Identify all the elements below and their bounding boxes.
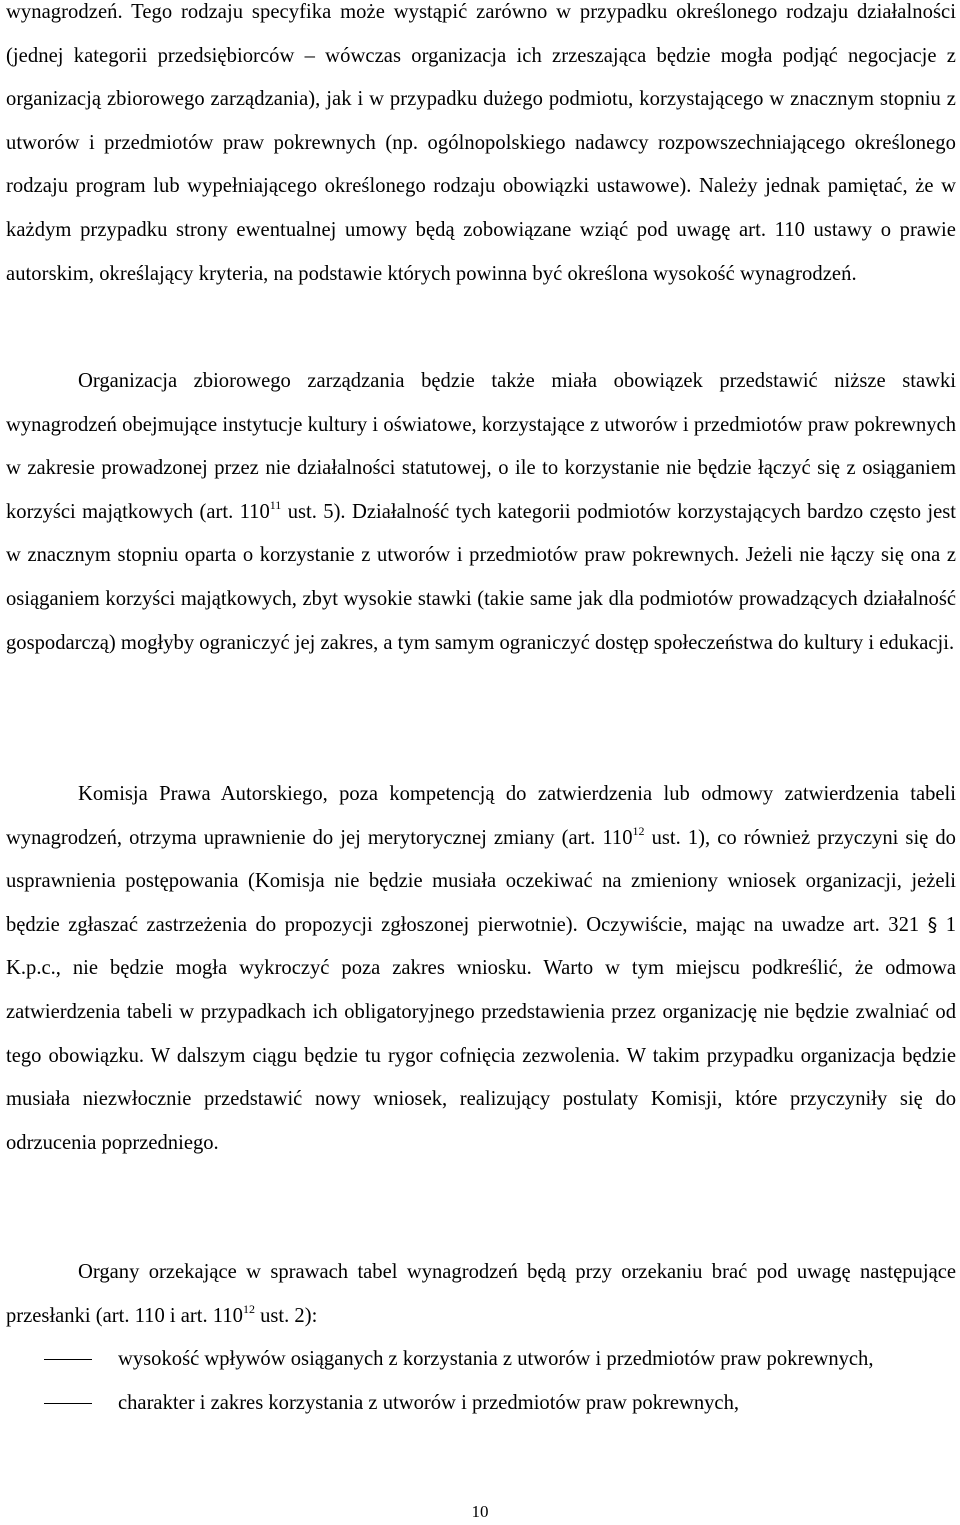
paragraph-3	[6, 773, 956, 1165]
list-item	[6, 1382, 956, 1426]
superscript-11: 11	[269, 497, 282, 512]
paragraph-4-text-b: ust. 2):	[254, 1304, 318, 1327]
section-sign: §	[927, 913, 938, 936]
dash-bullet	[44, 1403, 92, 1404]
paragraph-1: wynagrodzeń. Tego rodzaju specyfika może wystąpić zarówno w przypadku określonego rodzaju działalności (jednej kategorii przedsiębiorców – wówczas organizacja ich zrzeszająca będzie mogła podjąć negocjacje z organizacją zbiorowego zarządzania), jak i w przypadku dużego podmiotu, korzystającego w znacznym stopniu z utworów i przedmiotów praw pokrewnych (np. ogólnopolskiego nadawcy rozpowszechniającego określonego rodzaju program lub wypełniającego określonego rodzaju obowiązki ustawowe). Należy jednak pamiętać, że w każdym przypadku strony ewentualnej umowy będą zobowiązane wziąć pod uwagę art. 110 ustawy o prawie autorskim, określający kryteria, na podstawie których powinna być określona wysokość wynagrodzeń.	[6, 1, 956, 285]
list-item-text: charakter i zakres korzystania z utworów i przedmiotów praw pokrewnych,	[118, 1391, 740, 1414]
paragraph-2	[6, 360, 956, 665]
superscript-12: 12	[632, 823, 645, 838]
criteria-list	[6, 1338, 956, 1425]
paragraph-2-text-b: ust. 5). Działalność tych kategorii podmiotów korzystających bardzo często jest w znacznym stopniu oparta o korzystanie z utworów i przedmiotów praw pokrewnych. Jeżeli nie łączy się ona z osiąganiem korzyści majątkowych, zbyt wysokie stawki (takie same jak dla podmiotów prowadzących działalność gospodarczą) mogłyby ograniczyć jej zakres, a tym samym ograniczyć dostęp społeczeństwa do kultury i edukacji.	[6, 500, 956, 654]
page-number: 10	[471, 1502, 489, 1521]
paragraph-4-text-a: Organy orzekające w sprawach tabel wynagrodzeń będą przy orzekaniu brać pod uwagę następujące przesłanki (art. 110 i art. 110	[6, 1261, 956, 1327]
paragraph-3-text-c: 1 K.p.c., nie będzie mogła wykroczyć poza zakres wniosku. Warto w tym miejscu podkreślić, że odmowa zatwierdzenia tabeli w przypadkach ich obligatoryjnego przedstawienia przez organizację nie będzie zwalniać od tego obowiązku. W dalszym ciągu będzie tu rygor cofnięcia zezwolenia. W takim przypadku organizacja będzie musiała niezwłocznie przedstawić nowy wniosek, realizujący postulaty Komisji, które przyczyniły się do odrzucenia poprzedniego.	[6, 913, 956, 1154]
dash-bullet	[44, 1359, 92, 1360]
paragraph-4	[6, 1251, 956, 1338]
list-item-text: wysokość wpływów osiąganych z korzystania z utworów i przedmiotów praw pokrewnych,	[118, 1348, 874, 1370]
paragraph-3-text-a: Komisja Prawa Autorskiego, poza kompetencją do zatwierdzenia lub odmowy zatwierdzenia tabeli wynagrodzeń, otrzyma uprawnienie do jej merytorycznej zmiany (art. 110	[6, 783, 956, 849]
superscript-12-b: 12	[242, 1301, 255, 1316]
paragraph-2-text-a: Organizacja zbiorowego zarządzania będzie także miała obowiązek przedstawić niższe stawki wynagrodzeń obejmujące instytucje kultury i oświatowe, korzystające z utworów i przedmiotów praw pokrewnych w zakresie prowadzonej przez nie działalności statutowej, o ile to korzystanie nie będzie łączyć się z osiąganiem korzyści majątkowych (art. 110	[6, 370, 956, 523]
list-item	[6, 1338, 956, 1382]
paragraph-3-text-b: ust. 1), co również przyczyni się do usprawnienia postępowania (Komisja nie będzie musiała oczekiwać na zmieniony wniosek organizacji, jeżeli będzie zgłaszać zastrzeżenia do propozycji zgłoszonej pierwotnie). Oczywiście, mając na uwadze art. 321	[6, 826, 956, 936]
